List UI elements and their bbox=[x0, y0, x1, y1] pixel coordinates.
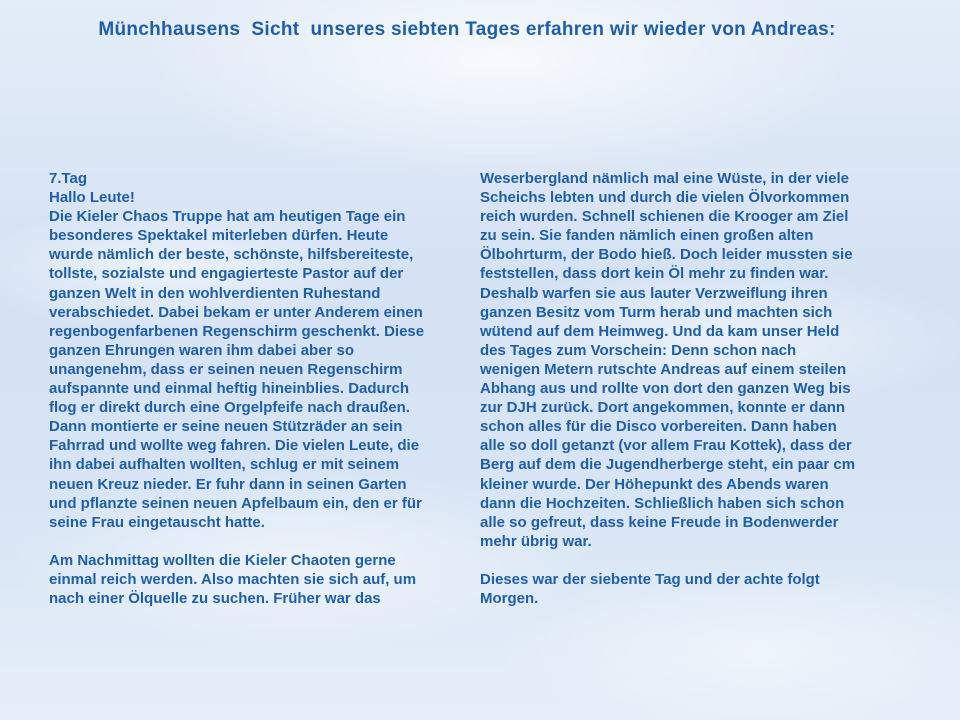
text-line: unangenehm, dass er seinen neuen Regenschirm bbox=[49, 360, 403, 378]
text-line: Dann montierte er seine neuen Stützräder an sein bbox=[49, 418, 403, 436]
text-line: feststellen, dass dort kein Öl mehr zu finden war. bbox=[480, 265, 829, 283]
text-line: Abhang aus und rollte von dort den ganzen Weg bis bbox=[480, 380, 851, 398]
text-line: alle so gefreut, dass keine Freude in Bodenwerder bbox=[480, 513, 839, 531]
text-line: ganzen Welt in den wohlverdienten Ruhestand bbox=[49, 284, 381, 302]
text-line: reich wurden. Schnell schienen die Krooger am Ziel bbox=[480, 208, 849, 226]
text-line: Berg auf dem die Jugendherberge steht, ein paar cm bbox=[480, 456, 856, 474]
text-line: aufspannte und einmal heftig hineinblies. Dadurch bbox=[49, 380, 410, 398]
text-line: und pflanzte seinen neuen Apfelbaum ein, den er für bbox=[49, 494, 422, 512]
text-line: besonderes Spektakel miterleben dürfen. Heute bbox=[49, 227, 389, 245]
text-line: des Tages zum Vorschein: Denn schon nach bbox=[480, 341, 797, 359]
text-line: mehr übrig war. bbox=[480, 532, 592, 550]
text-line: ganzen Besitz vom Turm herab und machten sich bbox=[480, 303, 833, 321]
text-line: Morgen. bbox=[480, 590, 539, 608]
left-text-column bbox=[49, 169, 464, 608]
text-line: einmal reich werden. Also machten sie sich auf, um bbox=[49, 570, 417, 588]
text-line: dann die Hochzeiten. Schließlich haben sich schon bbox=[480, 494, 845, 512]
text-line: schon alles für die Disco vorbereiten. Dann haben bbox=[480, 418, 837, 436]
text-line: zur DJH zurück. Dort angekommen, konnte er dann bbox=[480, 399, 846, 417]
text-line: neuen Kreuz nieder. Er fuhr dann in seinen Garten bbox=[49, 475, 407, 493]
right-text-column bbox=[480, 169, 900, 608]
paragraph-spacer bbox=[480, 551, 900, 570]
text-line: Weserbergland nämlich mal eine Wüste, in der viele bbox=[480, 170, 850, 187]
text-line: tollste, sozialste und engagierteste Pastor auf der bbox=[49, 265, 404, 283]
text-line: Fahrrad und wollte weg fahren. Die vielen Leute, die bbox=[49, 437, 420, 455]
text-line: nach einer Ölquelle zu suchen. Früher war das bbox=[49, 590, 381, 608]
paragraph-spacer bbox=[49, 532, 464, 551]
page-title: Münchhausens Sicht unseres siebten Tages erfahren wir wieder von Andreas: bbox=[98, 19, 836, 40]
text-line: Dieses war der siebente Tag und der achte folgt bbox=[480, 570, 820, 588]
text-line: Scheichs lebten und durch die vielen Ölvorkommen bbox=[480, 189, 850, 207]
text-line: wütend auf dem Heimweg. Und da kam unser Held bbox=[480, 322, 840, 340]
text-line: ihn dabei aufhalten wollten, schlug er mit seinem bbox=[49, 456, 400, 474]
text-line: kleiner wurde. Der Höhepunkt des Abends waren bbox=[480, 475, 829, 493]
text-line: wenigen Metern rutschte Andreas auf einem steilen bbox=[480, 360, 847, 378]
greeting: Hallo Leute! bbox=[49, 189, 135, 207]
right-paragraph-1 bbox=[480, 169, 900, 551]
left-paragraph-2 bbox=[49, 551, 464, 608]
text-line: Ölbohrturm, der Bodo hieß. Doch leider mussten sie bbox=[480, 246, 853, 264]
text-line: alle so doll getanzt (vor allem Frau Kottek), dass der bbox=[480, 437, 852, 455]
text-line: Die Kieler Chaos Truppe hat am heutigen Tage ein bbox=[49, 208, 406, 226]
text-line: zu sein. Sie fanden nämlich einen großen alten bbox=[480, 227, 814, 245]
text-line: regenbogenfarbenen Regenschirm geschenkt. Diese bbox=[49, 322, 425, 340]
day-heading: 7.Tag bbox=[49, 170, 88, 187]
text-line: Am Nachmittag wollten die Kieler Chaoten gerne bbox=[49, 551, 396, 569]
text-line: Deshalb warfen sie aus lauter Verzweiflung ihren bbox=[480, 284, 828, 302]
text-line: seine Frau eingetauscht hatte. bbox=[49, 513, 265, 531]
text-line: flog er direkt durch eine Orgelpfeife nach draußen. bbox=[49, 399, 410, 417]
right-paragraph-2 bbox=[480, 570, 900, 608]
text-line: verabschiedet. Dabei bekam er unter Anderem einen bbox=[49, 303, 423, 321]
text-line: wurde nämlich der beste, schönste, hilfsbereiteste, bbox=[49, 246, 414, 264]
text-line: ganzen Ehrungen waren ihm dabei aber so bbox=[49, 341, 355, 359]
left-paragraph-1 bbox=[49, 207, 464, 532]
